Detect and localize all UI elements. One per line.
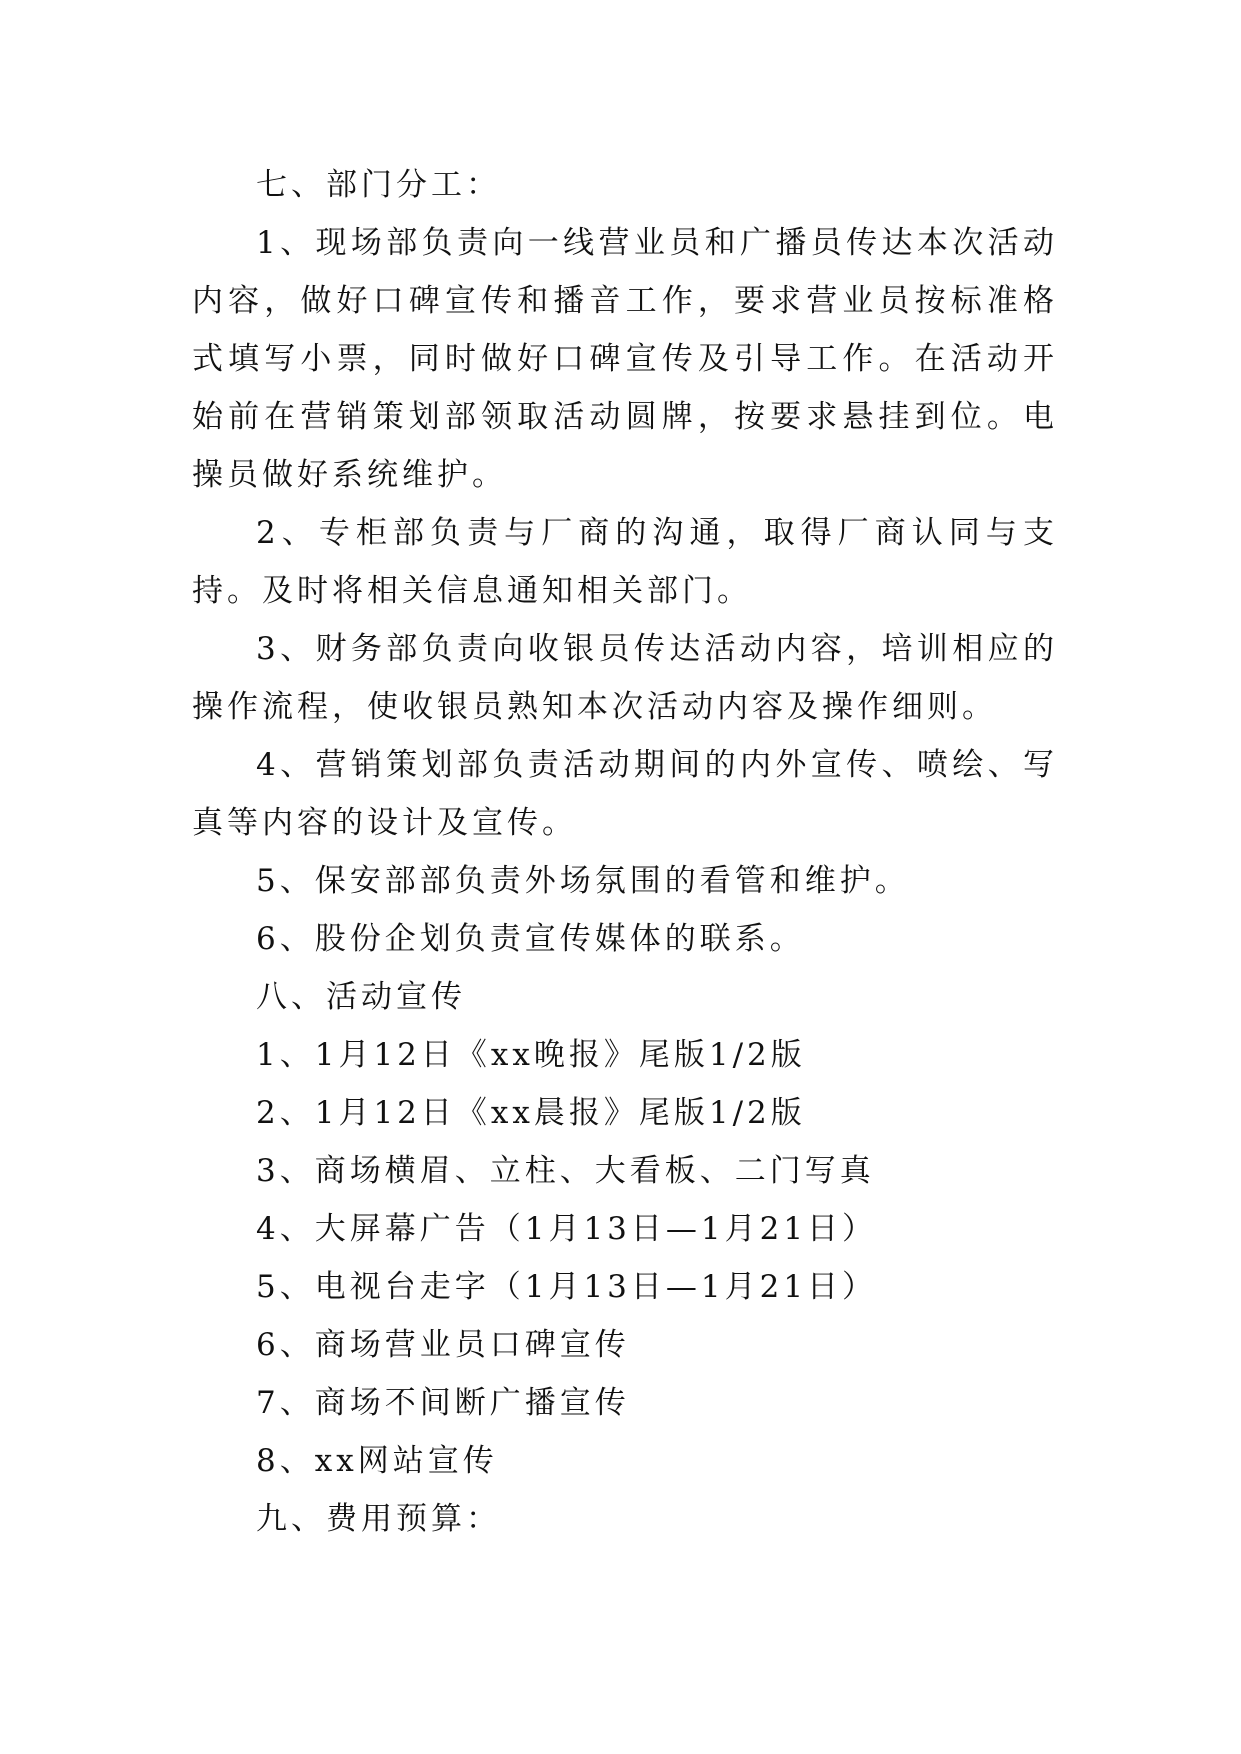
section-heading-promotion: 八、活动宣传 — [256, 979, 466, 1015]
paragraph-security-department: 5、保安部部负责外场氛围的看管和维护。 — [256, 863, 910, 899]
promotion-item: 3、商场横眉、立柱、大看板、二门写真 — [256, 1153, 875, 1189]
paragraph-field-department: 1、现场部负责向一线营业员和广播员传达本次活动内容，做好口碑宣传和播音工作，要求营业员按标准格式填写小票，同时做好口碑宣传及引导工作。在活动开始前在营销策划部领取活动圆牌，按要求悬挂到位。电操员做好系统维护。 — [192, 225, 1058, 493]
promotion-item: 2、1月12日《xx晨报》尾版1/2版 — [256, 1095, 806, 1131]
paragraph-corporate-planning: 6、股份企划负责宣传媒体的联系。 — [256, 921, 805, 957]
promotion-item: 4、大屏幕广告（1月13日—1月21日） — [256, 1211, 878, 1247]
promotion-item: 1、1月12日《xx晚报》尾版1/2版 — [256, 1037, 806, 1073]
paragraph-counter-department: 2、专柜部负责与厂商的沟通，取得厂商认同与支持。及时将相关信息通知相关部门。 — [192, 515, 1058, 609]
promotion-item: 7、商场不间断广播宣传 — [256, 1385, 630, 1421]
section-heading-division-of-labor: 七、部门分工： — [256, 167, 501, 203]
promotion-item: 8、xx网站宣传 — [256, 1443, 498, 1479]
paragraph-marketing-department: 4、营销策划部负责活动期间的内外宣传、喷绘、写真等内容的设计及宣传。 — [192, 747, 1058, 841]
section-heading-budget: 九、费用预算： — [256, 1501, 501, 1537]
paragraph-finance-department: 3、财务部负责向收银员传达活动内容，培训相应的操作流程，使收银员熟知本次活动内容及操作细则。 — [192, 631, 1058, 725]
promotion-item: 6、商场营业员口碑宣传 — [256, 1327, 630, 1363]
document-body — [192, 156, 1058, 1548]
promotion-item: 5、电视台走字（1月13日—1月21日） — [256, 1269, 878, 1305]
